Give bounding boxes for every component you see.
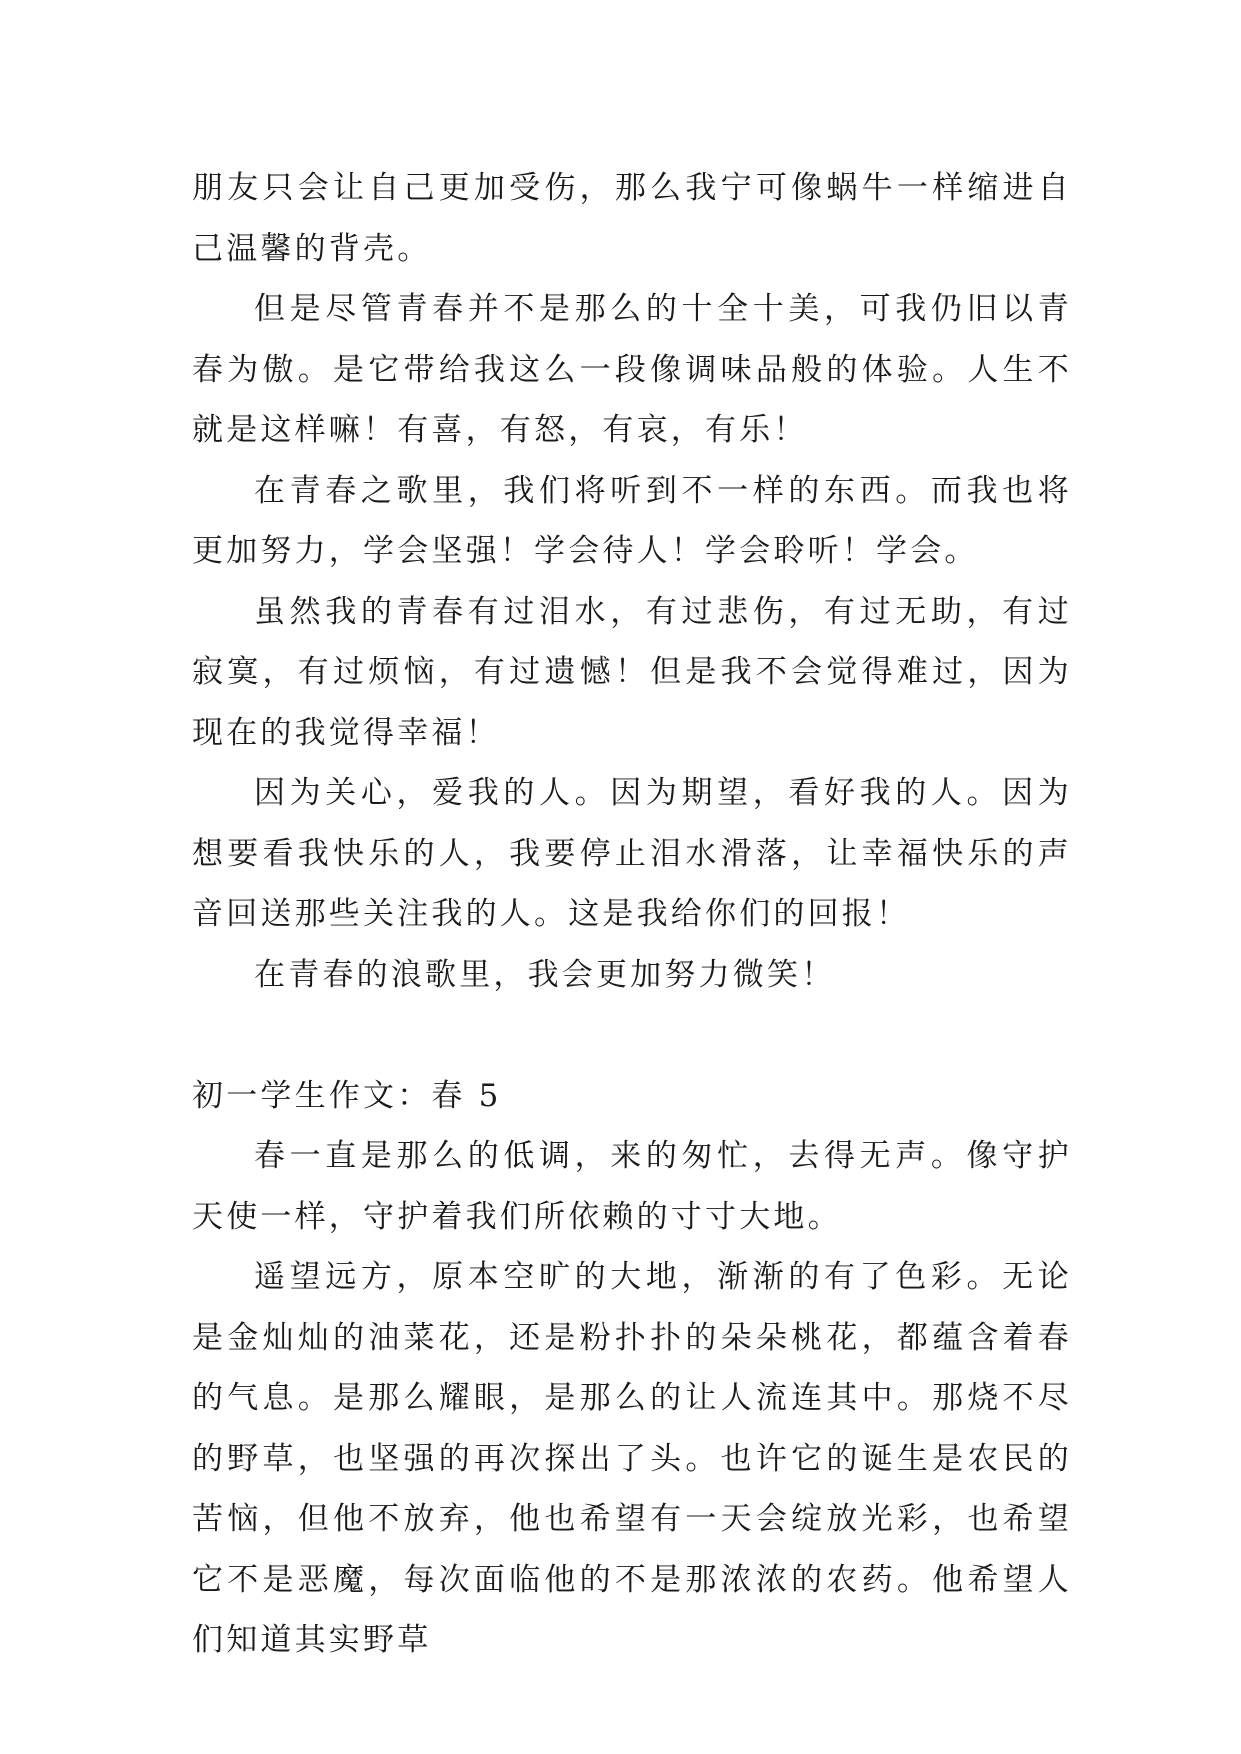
paragraph: 春一直是那么的低调，来的匆忙，去得无声。像守护天使一样，守护着我们所依赖的寸寸大地。 [192,1138,1072,1235]
paragraph: 虽然我的青春有过泪水，有过悲伤，有过无助，有过寂寞，有过烦恼，有过遗憾！但是我不会觉得难过，因为现在的我觉得幸福！ [192,593,1072,751]
document-body [192,158,1072,1671]
paragraph: 在青春之歌里，我们将听到不一样的东西。而我也将更加努力，学会坚强！学会待人！学会聆听！学会。 [192,472,1072,569]
paragraph: 在青春的浪歌里，我会更加努力微笑！ [254,956,836,993]
paragraph: 但是尽管青春并不是那么的十全十美，可我仍旧以青春为傲。是它带给我这么一段像调味品般的体验。人生不就是这样嘛！有喜，有怒，有哀，有乐！ [192,291,1072,448]
paragraph: 遥望远方，原本空旷的大地，渐渐的有了色彩。无论是金灿灿的油菜花，还是粉扑扑的朵朵桃花，都蕴含着春的气息。是那么耀眼，是那么的让人流连其中。那烧不尽的野草，也坚强的再次探出了头。也许它的诞生是农民的苦恼，但他不放弃，他也希望有一天会绽放光彩，也希望它不是恶魔，每次面临他的不是那浓浓的农药。他希望人们知道其实野草 [192,1259,1072,1658]
paragraph: 朋友只会让自己更加受伤，那么我宁可像蜗牛一样缩进自己温馨的背壳。 [192,170,1072,267]
section-heading: 初一学生作文：春 5 [192,1077,502,1114]
paragraph: 因为关心，爱我的人。因为期望，看好我的人。因为想要看我快乐的人，我要停止泪水滑落，让幸福快乐的声音回送那些关注我的人。这是我给你们的回报！ [192,775,1072,932]
